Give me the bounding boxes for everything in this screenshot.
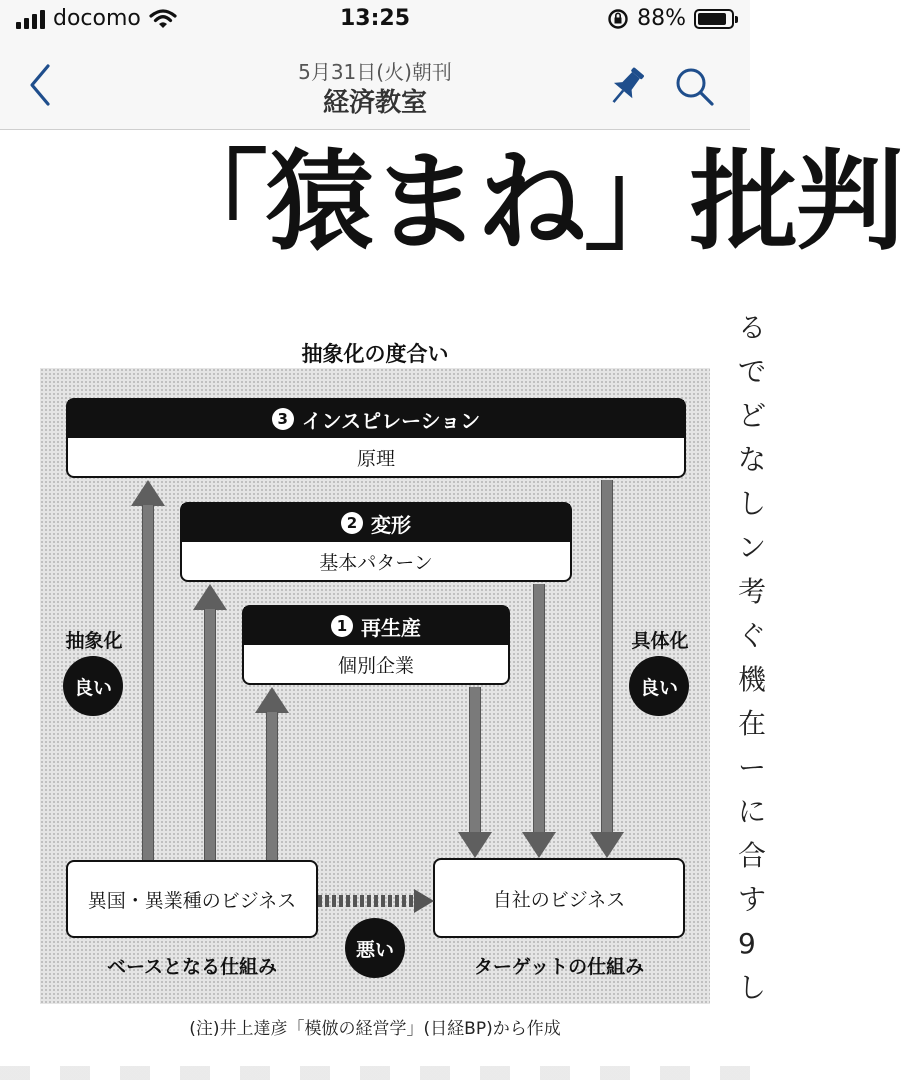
source-note: (注)井上達彦「模倣の経営学」(日経BP)から作成: [189, 1019, 561, 1039]
pin-icon[interactable]: [602, 64, 652, 110]
side-column-char: 機: [738, 663, 767, 696]
abstraction-label: 抽象化: [65, 630, 123, 652]
concretization-arrow-from-reproduce: [458, 687, 492, 858]
side-column-char: に: [738, 795, 767, 828]
inspiration-label: インスピレーション: [301, 408, 481, 433]
side-column-char: 考: [738, 575, 767, 608]
number-badge-1: 1: [331, 615, 353, 637]
side-column-char: る: [738, 311, 767, 344]
battery-icon: [694, 9, 734, 29]
transform-header: [182, 504, 570, 542]
number-badge-2: 2: [341, 512, 363, 534]
orientation-lock-icon: [607, 8, 629, 30]
transform-label: 変形: [371, 512, 411, 537]
status-bar: [0, 0, 750, 44]
reproduce-header: [244, 607, 508, 645]
side-column-char: ー: [738, 751, 767, 784]
search-icon[interactable]: [670, 64, 720, 110]
abstraction-arrow-to-transform: [193, 584, 227, 860]
battery-fill: [698, 13, 726, 25]
inspiration-body: 原理: [356, 447, 395, 470]
inspiration-header: [68, 400, 684, 438]
carrier-name: docomo: [53, 6, 141, 31]
transform-box: [180, 502, 572, 582]
reproduce-label: 再生産: [361, 615, 421, 640]
side-column-char: で: [738, 355, 767, 388]
side-column-char: ン: [738, 531, 767, 564]
battery-percent: 88%: [637, 6, 686, 31]
good-badge-left: 良い: [63, 656, 123, 716]
side-column-char: ぐ: [738, 619, 767, 652]
number-badge-3: 3: [272, 408, 294, 430]
bad-badge: 悪い: [345, 918, 405, 978]
status-time: 13:25: [339, 6, 411, 31]
abstraction-arrow-to-reproduce: [255, 687, 289, 860]
target-business-box: 自社のビジネス: [433, 858, 685, 938]
side-column-char: 9: [738, 927, 756, 960]
side-column-char: ど: [738, 399, 767, 432]
side-column-char: な: [738, 443, 767, 476]
edition-date: 5月31日(火)朝刊: [298, 60, 452, 84]
page-title: 経済教室: [322, 88, 427, 118]
base-caption: ベースとなる仕組み: [106, 956, 278, 978]
base-business-box: 異国・異業種のビジネス: [66, 860, 318, 938]
concretization-arrow-from-transform: [522, 584, 556, 858]
inspiration-box: [66, 398, 686, 478]
transform-body: 基本パターン: [319, 551, 433, 574]
side-column-char: 合: [738, 839, 767, 872]
side-column-char: 在: [738, 707, 767, 740]
side-column-char: し: [738, 487, 767, 520]
abstraction-arrow-to-inspiration: [131, 480, 165, 860]
concretization-label: 具体化: [631, 630, 689, 652]
next-text-fragment: [0, 1066, 750, 1080]
nav-bar: [0, 44, 750, 130]
side-column-char: す: [738, 883, 767, 916]
good-badge-right: 良い: [629, 656, 689, 716]
reproduce-box: [242, 605, 510, 685]
side-column-char: し: [738, 971, 767, 1004]
concretization-arrow-from-inspiration: [590, 480, 624, 858]
target-caption: ターゲットの仕組み: [473, 956, 645, 978]
reproduce-body: 個別企業: [337, 654, 414, 677]
article-headline: 「猿まね」批判: [160, 139, 902, 265]
figure-title: 抽象化の度合い: [301, 342, 449, 366]
status-right-group: [607, 6, 734, 31]
direct-imitation-arrow: [318, 890, 434, 912]
side-column-text: [738, 310, 767, 1050]
